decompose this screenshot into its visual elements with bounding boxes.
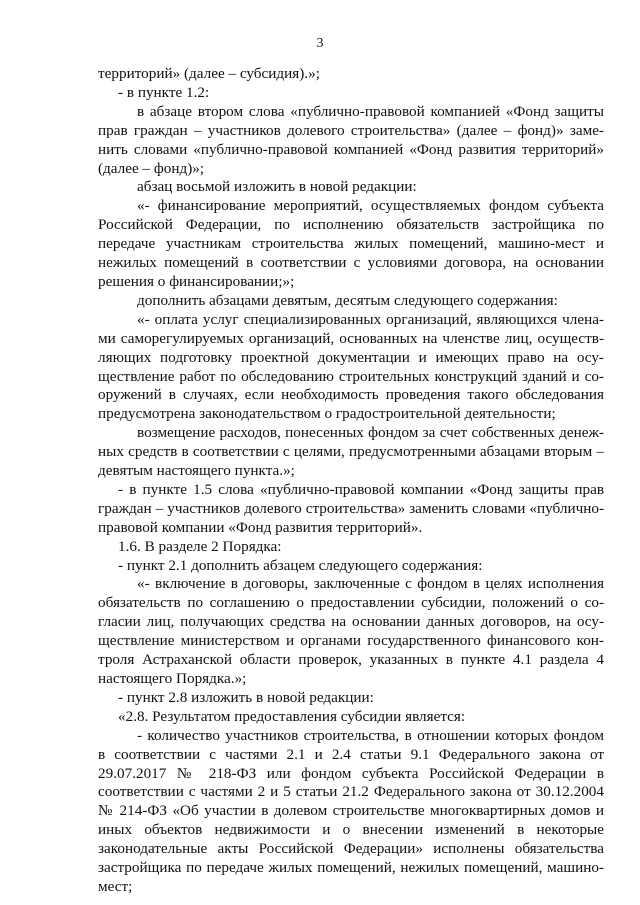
text-line: в соответствии с частями 2.1 и 2.4 статьи 9.1 Федерального закона от [98,745,604,763]
text-line: № 214-ФЗ «Об участии в долевом строительстве многоквартирных домов и [98,802,604,820]
text-line: «- включение в договоры, заключенные с фондом в целях исполнения [137,575,604,593]
text-line: граждан – участников долевого строительства» заменить словами «публично- [98,499,604,517]
text-line: иных объектов недвижимости и о внесении изменений в некоторые [98,821,604,839]
text-line: соответствии с частями 2 и 5 статьи 21.2 Федерального закона от 30.12.2004 [98,783,604,801]
text-line: ных средств в соответствии с целями, предусмотренными абзацами вторым – [98,443,604,461]
text-line: возмещение расходов, понесенных фондом за счет собственных денеж- [137,424,604,442]
text-line: - пункт 2.1 дополнить абзацем следующего содержания: [118,556,483,574]
text-line: территорий» (далее – субсидия).»; [98,65,320,82]
text-line: оружений в случаях, если необходимость проведения такого обследования [98,386,604,404]
text-line: «2.8. Результатом предоставления субсидии является: [118,707,466,725]
text-line: - количество участников строительства, в отношении которых фондом [137,726,604,744]
text-line: «- финансирование мероприятий, осуществляемых фондом субъекта [137,197,604,215]
text-line: ществление министерством и органами государственного финансового кон- [98,632,604,650]
text-line: решения о финансировании;»; [98,272,295,290]
text-line: 29.07.2017 № 218-ФЗ или фондом субъекта Российской Федерации в [98,764,604,782]
text-line: ми саморегулируемых организаций, основанных на членстве лиц, осуществ- [98,329,604,347]
text-line: девятым настоящего пункта.»; [98,462,295,480]
text-line: предусмотрена законодательством о градостроительной деятельности; [98,405,556,423]
text-line: обязательств по соглашению о предоставлении субсидии, положений о со- [98,594,604,612]
text-line: законодательные акты Российской Федерации» исполнены обязательства [98,840,604,858]
text-line: ляющих подготовку проектной документации и имеющих право на осу- [98,348,604,366]
text-line: дополнить абзацами девятым, десятым следующего содержания: [137,291,558,309]
text-line: застройщика по передаче жилых помещений, нежилых помещений, машино- [98,859,604,877]
text-line: ществление работ по обследованию строительных конструкций зданий и со- [98,367,604,385]
text-line: троля Астраханской области проверок, указанных в пункте 4.1 раздела 4 [98,651,604,669]
text-line: «- оплата услуг специализированных организаций, являющихся члена- [137,310,604,328]
text-line: прав граждан – участников долевого строительства» (далее – фонд)» заме- [98,121,604,139]
document-body [98,65,604,897]
page-number: 3 [316,36,324,51]
text-line: - пункт 2.8 изложить в новой редакции: [118,688,374,706]
text-line: правовой компании «Фонд развития территорий». [98,518,423,536]
text-line: - в пункте 1.2: [118,83,210,101]
text-line: передаче участникам строительства жилых помещений, машино-мест и [98,235,604,253]
text-line: в абзаце втором слова «публично-правовой компанией «Фонд защиты [137,102,604,120]
text-line: абзац восьмой изложить в новой редакции: [137,178,417,196]
text-line: Российской Федерации, по исполнению обязательств застройщика по [98,216,604,234]
text-line: (далее – фонд)»; [98,159,205,177]
text-line: 1.6. В разделе 2 Порядка: [118,537,282,555]
text-line: гласии лиц, получающих средства на основании данных договоров, на осу- [98,613,604,631]
text-line: нежилых помещений в соответствии с условиями договора, на основании [98,254,604,272]
text-line: нить словами «публично-правовой компанией «Фонд развития территорий» [98,140,604,158]
text-line: - в пункте 1.5 слова «публично-правовой компании «Фонд защиты прав [118,480,604,498]
text-line: настоящего Порядка.»; [98,670,247,687]
text-line: мест; [98,877,133,895]
